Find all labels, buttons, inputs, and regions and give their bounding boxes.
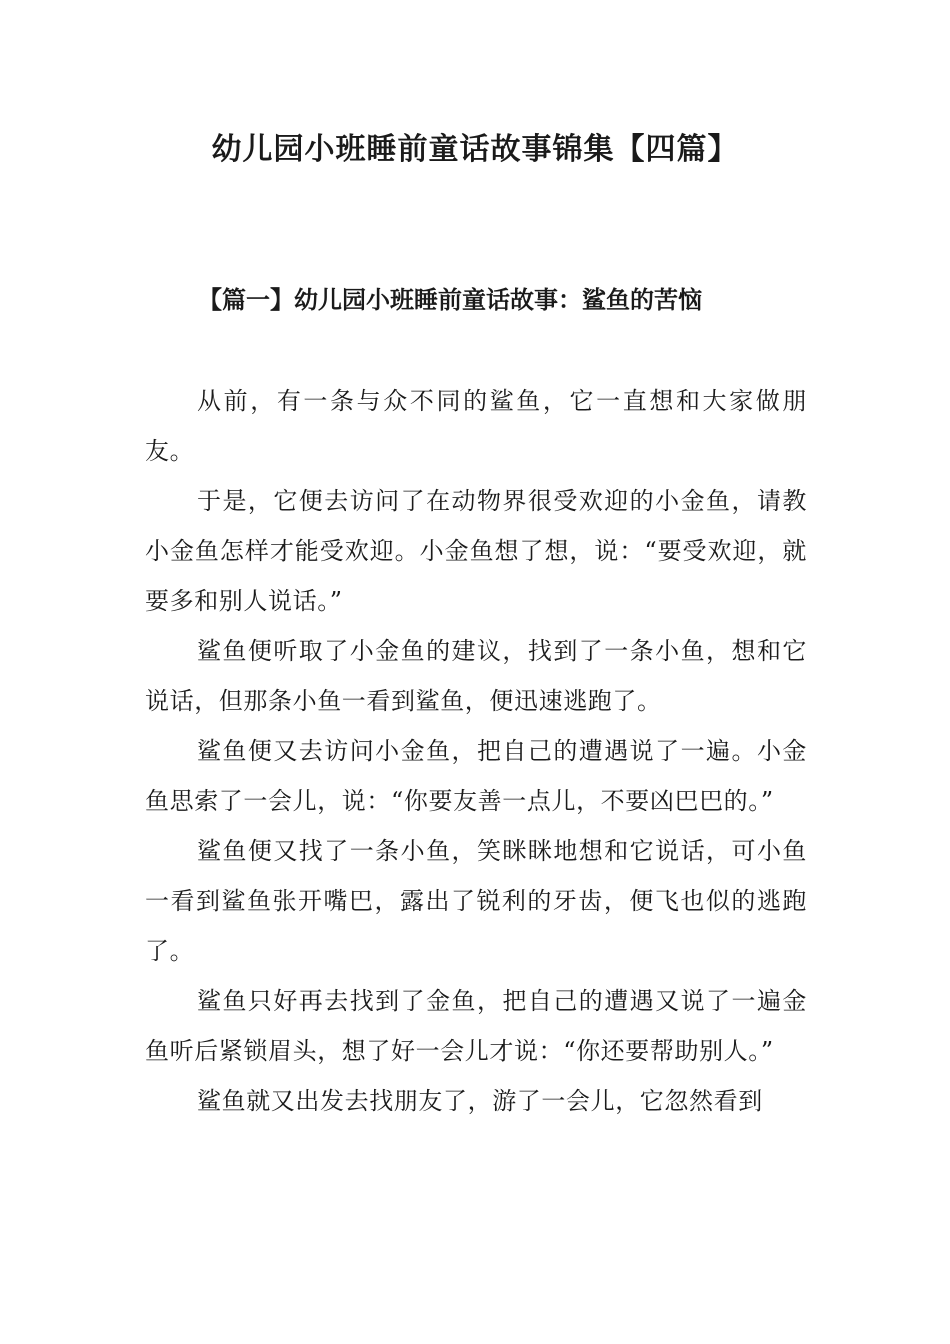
document-title: 幼儿园小班睡前童话故事锦集【四篇】 — [211, 132, 739, 167]
paragraph-2: 于是，它便去访问了在动物界很受欢迎的小金鱼，请教小金鱼怎样才能受欢迎。小金鱼想了想，说：“要受欢迎，就要多和别人说话。” — [145, 487, 807, 615]
story-body — [145, 376, 807, 1126]
paragraph-1: 从前，有一条与众不同的鲨鱼，它一直想和大家做朋友。 — [145, 387, 807, 465]
section-heading: 【篇一】幼儿园小班睡前童话故事：鲨鱼的苦恼 — [198, 285, 702, 314]
paragraph-6: 鲨鱼只好再去找到了金鱼，把自己的遭遇又说了一遍金鱼听后紧锁眉头，想了好一会儿才说：“你还要帮助别人。” — [145, 987, 807, 1065]
paragraph-5: 鲨鱼便又找了一条小鱼，笑眯眯地想和它说话，可小鱼一看到鲨鱼张开嘴巴，露出了锐利的牙齿，便飞也似的逃跑了。 — [145, 837, 807, 965]
paragraph-3: 鲨鱼便听取了小金鱼的建议，找到了一条小鱼，想和它说话，但那条小鱼一看到鲨鱼，便迅速逃跑了。 — [145, 637, 807, 715]
paragraph-4: 鲨鱼便又去访问小金鱼，把自己的遭遇说了一遍。小金鱼思索了一会儿，说：“你要友善一点儿，不要凶巴巴的。” — [145, 737, 807, 815]
paragraph-7: 鲨鱼就又出发去找朋友了，游了一会儿，它忽然看到 — [197, 1087, 763, 1115]
